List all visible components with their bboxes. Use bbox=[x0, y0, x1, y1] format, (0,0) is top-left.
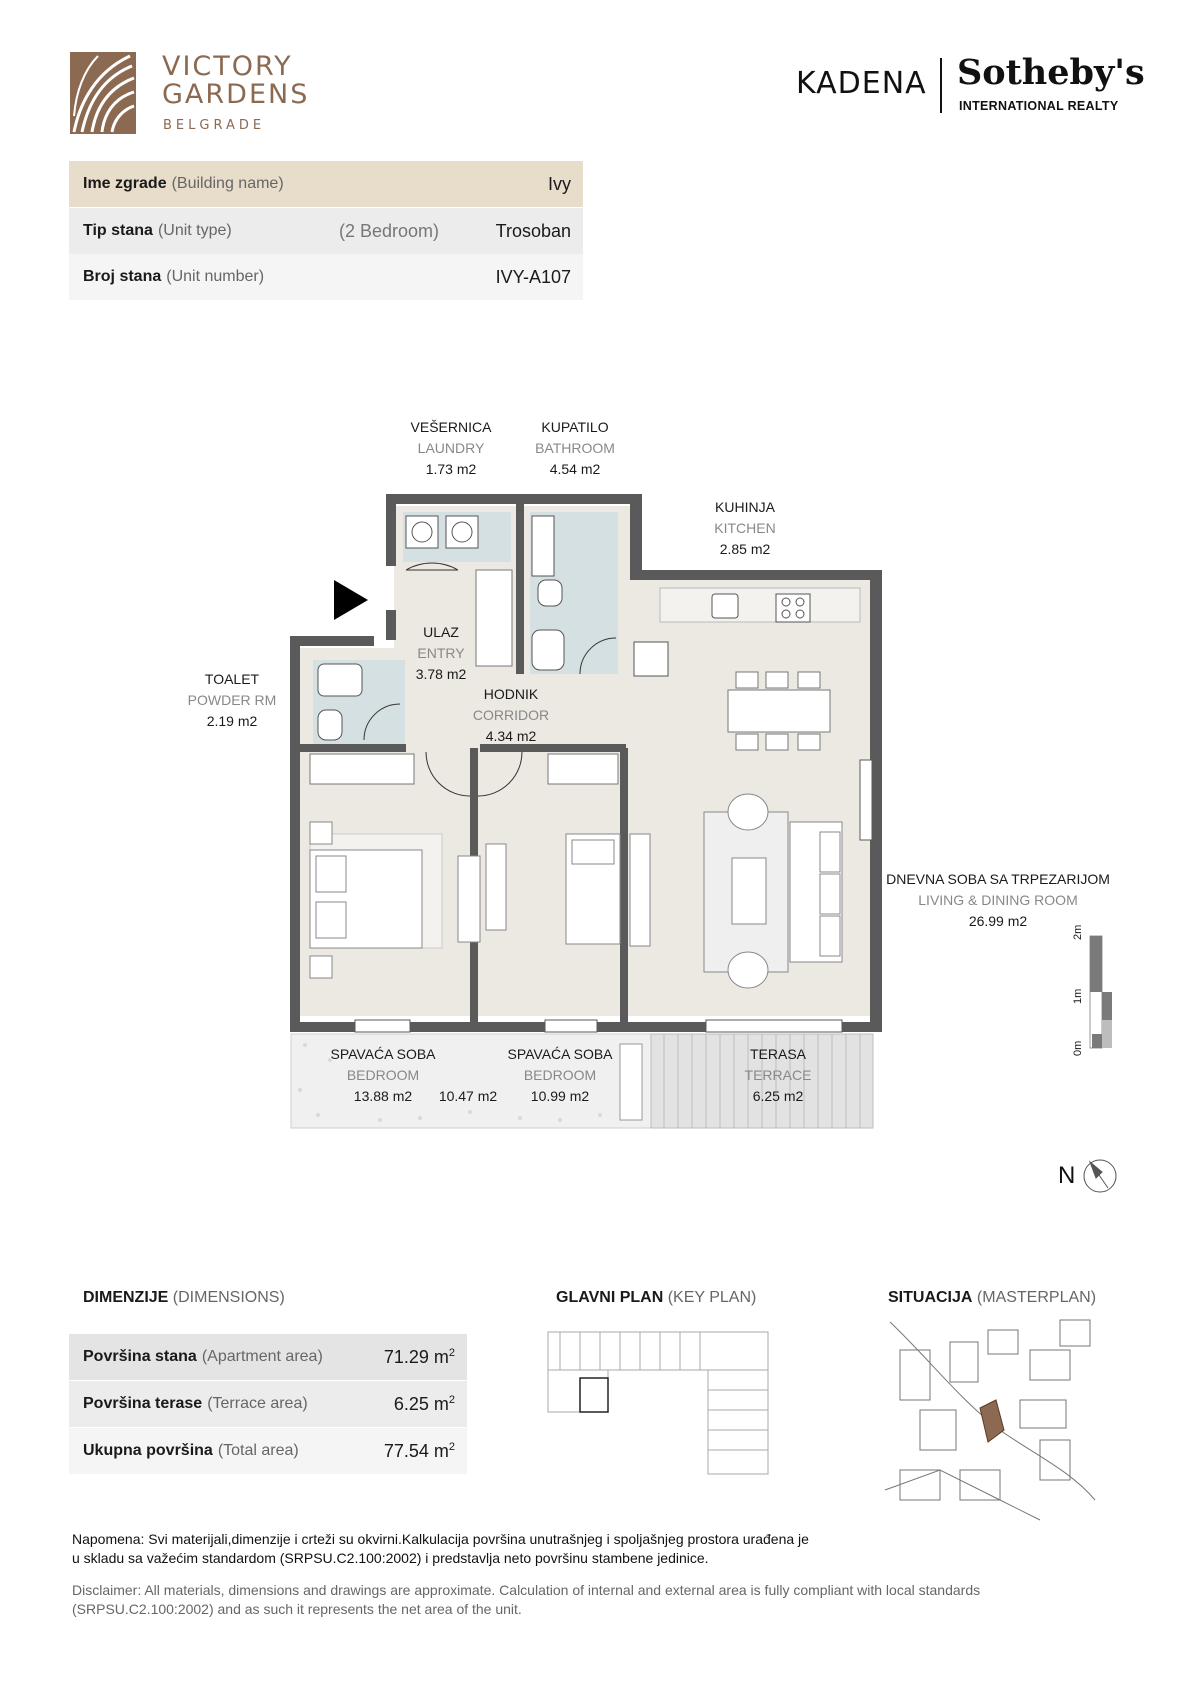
scale-label-2m: 2m bbox=[1072, 924, 1084, 940]
masterplan-title-sr: SITUACIJA bbox=[888, 1289, 973, 1306]
corridor-area: 4.34 m2 bbox=[485, 728, 537, 744]
dimensions-title-en: (DIMENSIONS) bbox=[172, 1289, 285, 1306]
corridor-name: HODNIK bbox=[483, 686, 539, 702]
bedroom-1-area: 13.88 m2 bbox=[353, 1088, 413, 1104]
building-label: Ime zgrade bbox=[83, 175, 167, 192]
entry-arrow-icon bbox=[334, 580, 368, 620]
bathroom-name: KUPATILO bbox=[541, 419, 609, 435]
type-value: Trosoban bbox=[495, 220, 571, 241]
living-area: 26.99 m2 bbox=[968, 913, 1028, 929]
disclaimer-english bbox=[72, 1581, 1132, 1619]
apartment-area-label-en: (Apartment area) bbox=[201, 1348, 323, 1365]
key-plan-title-sr: GLAVNI PLAN bbox=[556, 1289, 664, 1306]
dimensions-row-total bbox=[69, 1428, 467, 1474]
key-plan-title-en: (KEY PLAN) bbox=[667, 1289, 757, 1306]
laundry-name: VEŠERNICA bbox=[410, 419, 492, 435]
dining-set bbox=[728, 672, 830, 750]
disclaimer-line1: Disclaimer: All materials, dimensions and drawings are approximate. Calculation of internal and external area is fully compliant with local standards bbox=[72, 1582, 981, 1598]
laundry-area: 1.73 m2 bbox=[425, 461, 477, 477]
powder-area: 2.19 m2 bbox=[206, 713, 258, 729]
note-serbian-line1: Napomena: Svi materijali,dimenzije i crteži su okvirni.Kalkulacija površina unutrašnjeg i spoljašnjeg prostora urađena je bbox=[72, 1531, 809, 1547]
bedroom-1-name-en: BEDROOM bbox=[346, 1067, 420, 1083]
key-plan-drawing bbox=[548, 1332, 768, 1474]
living-name: DNEVNA SOBA SA TRPEZARIJOM bbox=[886, 871, 1110, 887]
project-name-line2: GARDENS bbox=[162, 79, 310, 110]
room-label-extra-area bbox=[439, 1086, 497, 1107]
terrace-area-label-en: (Terrace area) bbox=[207, 1395, 308, 1412]
room-label-laundry bbox=[411, 417, 492, 480]
number-label-en: (Unit number) bbox=[166, 268, 265, 285]
note-serbian bbox=[72, 1530, 1132, 1568]
total-area-value: 77.54 $m^2$ bbox=[383, 1440, 455, 1461]
note-serbian-line2: u skladu sa važećim standardom (SRPSU.C2.100:2002) i predstavlja neto površinu stambene jedinice. bbox=[72, 1550, 709, 1566]
kitchen-counter bbox=[660, 588, 860, 622]
room-label-bedroom-1 bbox=[330, 1044, 435, 1107]
project-city: BELGRADE bbox=[163, 118, 266, 133]
type-label: Tip stana bbox=[83, 222, 153, 239]
kitchen-name-en: KITCHEN bbox=[714, 520, 776, 536]
realty-logo-sub: INTERNATIONAL REALTY bbox=[959, 99, 1119, 113]
type-note: (2 Bedroom) bbox=[339, 220, 440, 241]
dimensions-row-terrace bbox=[69, 1381, 467, 1427]
bedroom-2-name: SPAVAĆA SOBA bbox=[507, 1046, 613, 1062]
corridor-name-en: CORRIDOR bbox=[472, 707, 550, 723]
room-label-entry bbox=[416, 622, 467, 685]
bedroom-2-name-en: BEDROOM bbox=[523, 1067, 597, 1083]
terrace-area-label: Površina terase bbox=[83, 1395, 203, 1412]
realty-logo-name: Sotheby's bbox=[957, 52, 1145, 93]
disclaimer-line2: (SRPSU.C2.100:2002) and as such it represents the net area of the unit. bbox=[72, 1601, 522, 1617]
entry-name-en: ENTRY bbox=[417, 645, 465, 661]
room-label-powder bbox=[188, 669, 277, 732]
terrace-name: TERASA bbox=[749, 1046, 806, 1062]
key-plan-title bbox=[556, 1289, 756, 1307]
apartment-area-label: Površina stana bbox=[83, 1348, 197, 1365]
room-label-bathroom bbox=[535, 417, 615, 480]
building-label-en: (Building name) bbox=[171, 175, 284, 192]
powder-name: TOALET bbox=[204, 671, 260, 687]
terrace-name-en: TERRACE bbox=[744, 1067, 812, 1083]
masterplan-title-en: (MASTERPLAN) bbox=[976, 1289, 1097, 1306]
bedroom-2-area: 10.99 m2 bbox=[530, 1088, 590, 1104]
entry-name: ULAZ bbox=[423, 624, 459, 640]
terrace-area-value: 6.25 $m^2$ bbox=[393, 1393, 455, 1414]
room-label-corridor bbox=[473, 684, 549, 747]
north-label: N bbox=[1058, 1162, 1076, 1189]
project-name-line1: VICTORY bbox=[162, 51, 293, 82]
dimensions-title-sr: DIMENZIJE bbox=[83, 1289, 169, 1306]
total-area-label: Ukupna površina bbox=[83, 1442, 213, 1459]
entry-area: 3.78 m2 bbox=[415, 666, 467, 682]
room-label-living bbox=[886, 869, 1110, 932]
laundry-name-en: LAUNDRY bbox=[417, 440, 485, 456]
extra-area-value: 10.47 m2 bbox=[438, 1088, 498, 1104]
terrace-area: 6.25 m2 bbox=[752, 1088, 804, 1104]
masterplan-title bbox=[888, 1289, 1096, 1307]
number-value: IVY-A107 bbox=[495, 266, 571, 287]
building-value: Ivy bbox=[547, 173, 571, 194]
scale-bar bbox=[1090, 936, 1112, 1048]
bathroom-name-en: BATHROOM bbox=[535, 440, 615, 456]
powder-name-en: POWDER RM bbox=[187, 692, 277, 708]
living-name-en: LIVING & DINING ROOM bbox=[918, 892, 1078, 908]
bathroom-area: 4.54 m2 bbox=[549, 461, 601, 477]
room-label-kitchen bbox=[714, 497, 775, 560]
room-label-terrace bbox=[745, 1044, 812, 1107]
dimensions-row-apartment bbox=[69, 1334, 467, 1380]
type-label-en: (Unit type) bbox=[157, 222, 232, 239]
kitchen-name: KUHINJA bbox=[715, 499, 775, 515]
living-furniture bbox=[704, 794, 842, 988]
scale-label-1m: 1m bbox=[1072, 988, 1084, 1004]
north-compass-icon bbox=[1084, 1160, 1116, 1192]
masterplan-drawing bbox=[885, 1320, 1095, 1520]
apartment-area-value: 71.29 $m^2$ bbox=[383, 1346, 455, 1367]
number-label: Broj stana bbox=[83, 268, 162, 285]
kitchen-area: 2.85 m2 bbox=[719, 541, 771, 557]
terrace-planter bbox=[620, 1044, 642, 1120]
scale-label-0m: 0m bbox=[1072, 1040, 1084, 1056]
partner-logo-kadena: KADENA bbox=[796, 66, 927, 101]
dimensions-title bbox=[83, 1289, 285, 1307]
room-label-bedroom-2 bbox=[507, 1044, 612, 1107]
total-area-label-en: (Total area) bbox=[217, 1442, 299, 1459]
bedroom-1-name: SPAVAĆA SOBA bbox=[330, 1046, 436, 1062]
